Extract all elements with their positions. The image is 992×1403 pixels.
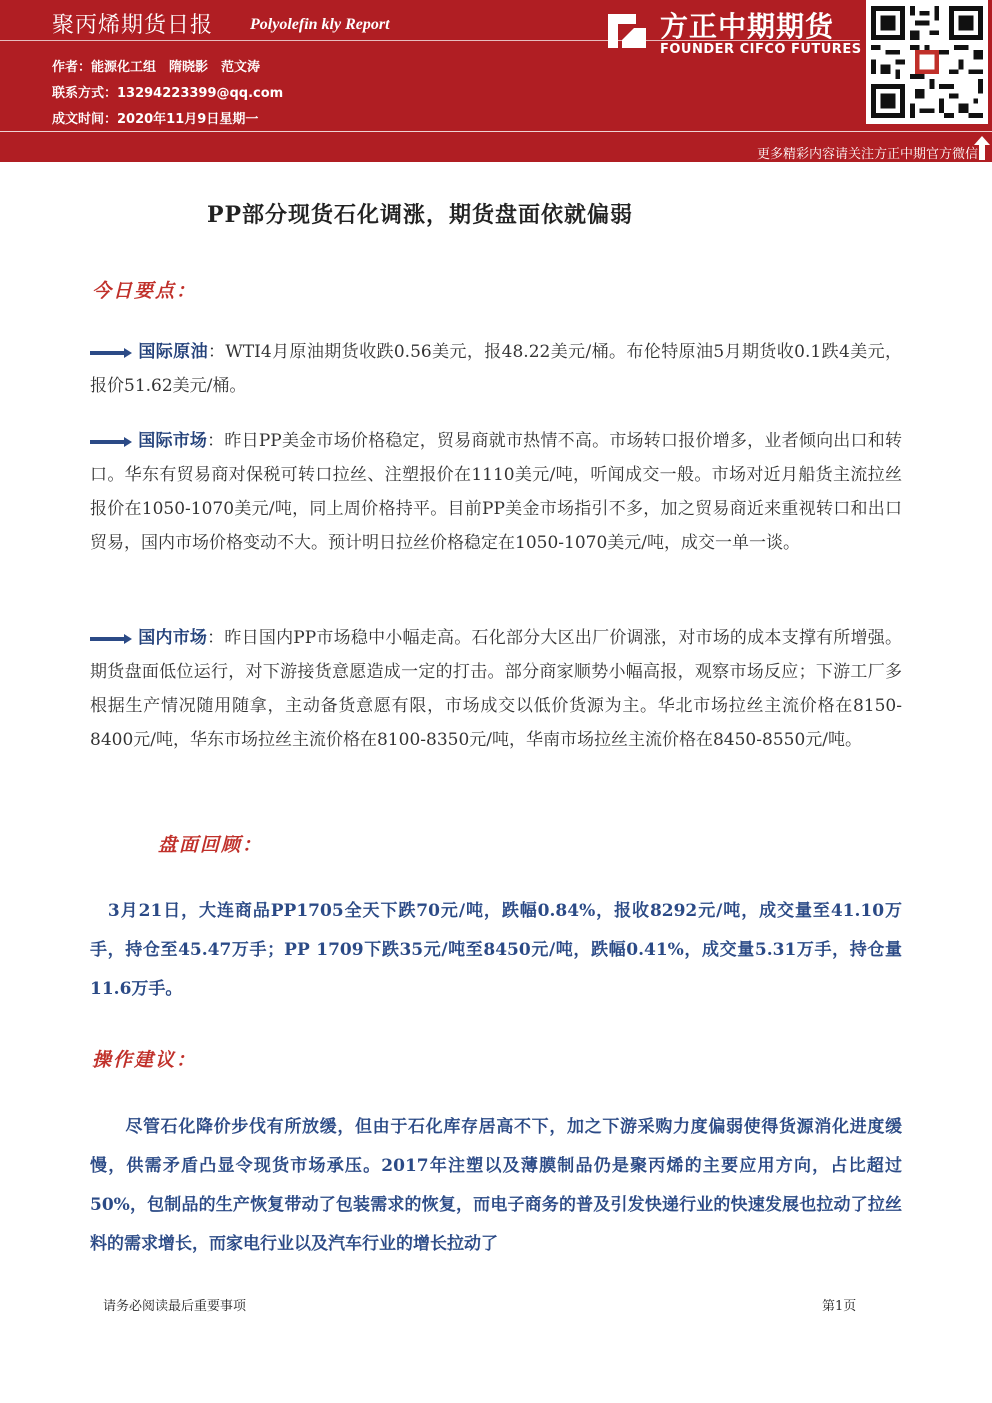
section-heading-review: 盘面回顾： xyxy=(158,834,264,856)
section-heading-key-points: 今日要点： xyxy=(92,280,198,302)
author-line: 作者：能源化工组 隋晓影 范文涛 xyxy=(52,60,261,75)
paragraph-domestic-market xyxy=(90,621,902,757)
footer-disclaimer: 请务必阅读最后重要事项 xyxy=(103,1299,247,1314)
company-name-en: FOUNDER CIFCO FUTURES xyxy=(660,42,862,57)
arrow-up-icon xyxy=(974,136,990,160)
text-intl-market: ：昨日PP美金市场价格稳定，贸易商就市热情不高。市场转口报价增多，业者倾向出口和转口。华东有贸易商对保税可转口拉丝、注塑报价在1110美元/吨，听闻成交一般。市场对近月船货主流拉丝报价在1050-1070美元/吨，同上周价格持平。目前PP美金市场指引不多，加之贸易商近来重视转口和出口贸易，国内市场价格变动不大。预计明日拉丝价格稳定在1050-1070美元/吨，成交一单一谈。 xyxy=(90,431,902,553)
wechat-follow-text: 更多精彩内容请关注方正中期官方微信 xyxy=(756,147,978,162)
report-title: 聚丙烯期货日报 xyxy=(52,13,214,38)
section-heading-advice: 操作建议： xyxy=(92,1049,198,1071)
paragraph-review: 3月21日，大连商品PP1705全天下跌70元/吨，跌幅0.84%，报收8292元/吨，成交量至41.10万手，持仓至45.47万手；PP 1709下跌35元/吨至8450元/吨，跌幅0.41%，成交量5.31万手，持仓量11.6万手。 xyxy=(90,901,902,999)
bullet-arrow-icon xyxy=(90,348,132,358)
qr-code-icon xyxy=(866,0,988,124)
paragraph-advice: 尽管石化降价步伐有所放缓，但由于石化库存居高不下，加之下游采购力度偏弱使得货源消化进度缓慢，供需矛盾凸显令现货市场承压。2017年注塑以及薄膜制品仍是聚丙烯的主要应用方向，占比超过50%，包制品的生产恢复带动了包装需求的恢复，而电子商务的普及引发快递行业的快速发展也拉动了拉丝料的需求增长，而家电行业以及汽车行业的增长拉动了 xyxy=(90,1117,902,1254)
label-intl-crude: 国际原油 xyxy=(138,342,208,362)
bullet-arrow-icon xyxy=(90,634,132,644)
report-subtitle: Polyolefin kly Report xyxy=(250,16,390,33)
bullet-arrow-icon xyxy=(90,437,132,447)
main-title: PP部分现货石化调涨，期货盘面依就偏弱 xyxy=(206,202,634,228)
footer-page-number: 第1页 xyxy=(822,1299,857,1314)
date-line: 成文时间：2020年11月9日星期一 xyxy=(52,112,259,127)
paragraph-intl-crude xyxy=(90,335,902,403)
company-logo-icon xyxy=(604,8,650,54)
paragraph-intl-market xyxy=(90,424,902,560)
text-intl-crude: ：WTI4月原油期货收跌0.56美元，报48.22美元/桶。布伦特原油5月期货收0.1跌4美元，报价51.62美元/桶。 xyxy=(90,342,902,396)
company-name-cn: 方正中期期货 xyxy=(660,10,835,43)
follow-divider xyxy=(0,131,992,132)
report-header xyxy=(0,0,992,162)
label-intl-market: 国际市场 xyxy=(138,431,208,451)
text-domestic-market: ：昨日国内PP市场稳中小幅走高。石化部分大区出厂价调涨，对市场的成本支撑有所增强。期货盘面低位运行，对下游接货意愿造成一定的打击。部分商家顺势小幅高报，观察市场反应；下游工厂多根据生产情况随用随拿，主动备货意愿有限，市场成交以低价货源为主。华北市场拉丝主流价格在8150-8400元/吨，华东市场拉丝主流价格在8100-8350元/吨，华南市场拉丝主流价格在8450-8550元/吨。 xyxy=(90,628,902,750)
contact-line: 联系方式：13294223399@qq.com xyxy=(52,86,284,101)
label-domestic-market: 国内市场 xyxy=(138,628,208,648)
